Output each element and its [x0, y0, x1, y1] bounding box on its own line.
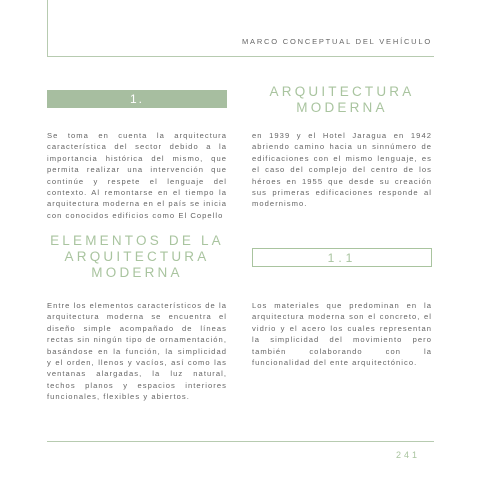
subsection-heading: ELEMENTOS DE LA ARQUITECTURA MODERNA — [50, 233, 224, 280]
paragraph-intro-left: Se toma en cuenta la arquitectura característica del sector debido a la importancia histórica del mismo, que permita realizar una intervención que continúe y respete el lenguaje del contexto. Al remontarse en el tiempo la arquitectura moderna en el país se inicia con conocidos edificios como El Copello — [47, 131, 227, 220]
paragraph-elements-right: Los materiales que predominan en la arquitectura moderna son el concreto, el vidrio y el acero los cuales representan la simplicidad del movimiento pero también colaborando con la funcionalidad del ente arquitectónico. — [252, 301, 432, 368]
section-heading: ARQUITECTURA MODERNA — [269, 84, 415, 115]
page-number: 241 — [396, 450, 421, 460]
subsection-number: 1.1 — [327, 250, 357, 265]
running-header: MARCO CONCEPTUAL DEL VEHÍCULO — [241, 37, 432, 46]
header-vertical-rule — [47, 0, 48, 57]
paragraph-intro-right: en 1939 y el Hotel Jaragua en 1942 abriendo camino hacia un sinnúmero de edificaciones con el mismo lenguaje, es el caso del complejo del centro de los héroes en 1955 que desde su creación sus primeras edificaciones responde al modernismo. — [252, 131, 432, 209]
header-rule — [47, 56, 434, 57]
section-number-box — [47, 90, 227, 108]
footer-rule — [47, 441, 434, 442]
subsection-number-box — [252, 248, 432, 267]
paragraph-elements-left: Entre los elementos característicos de la arquitectura moderna se encuentra el diseño simple acompañado de líneas rectas sin ningún tipo de ornamentación, basándose en la función, la simplicidad y el orden, llenos y vacíos, así como las ventanas alargadas, la luz natural, techos planos y espacios interiores funcionales, flexibles y abiertos. — [47, 301, 227, 402]
section-number: 1. — [129, 92, 144, 106]
